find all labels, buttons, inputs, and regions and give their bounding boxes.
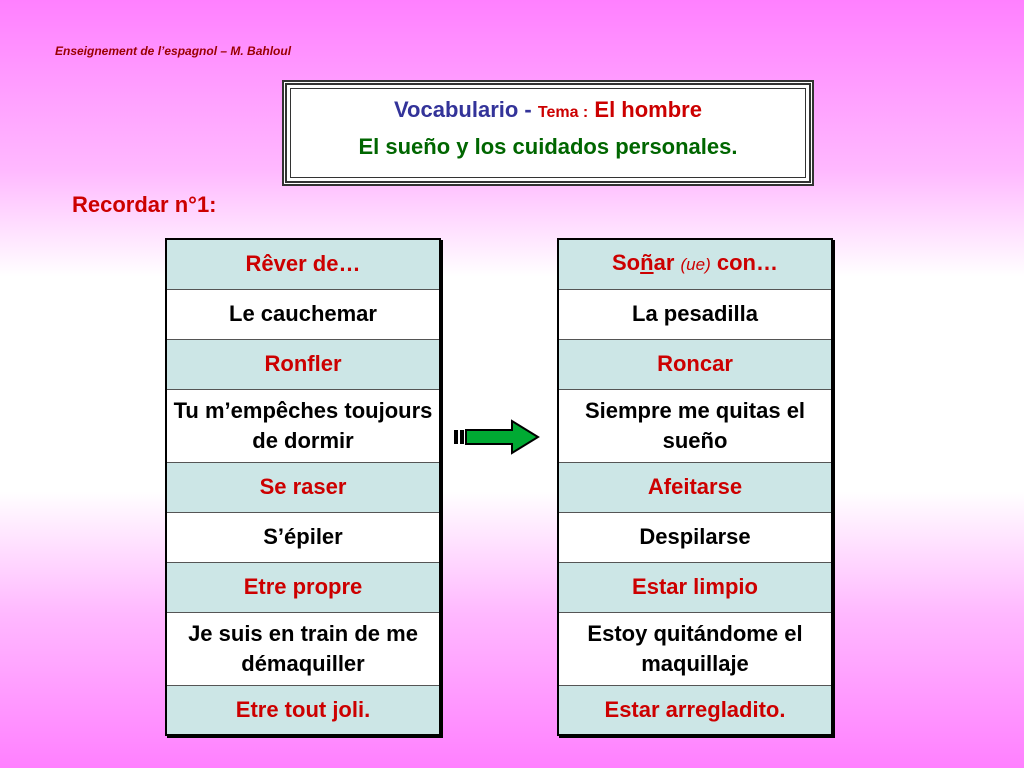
stem-letter: ñ — [640, 250, 654, 276]
verb-ending: ar — [653, 250, 675, 276]
french-cell: Je suis en train de me démaquiller — [166, 612, 440, 685]
title-subtitle: El sueño y los cuidados personales. — [358, 134, 738, 159]
spanish-cell: Estar limpio — [558, 562, 832, 612]
title-topic: El hombre — [594, 97, 702, 122]
french-cell: Ronfler — [166, 339, 440, 389]
stem-change-note: (ue) — [680, 255, 711, 275]
title-tema: Tema : — [537, 104, 589, 121]
arrow-stripe — [454, 430, 458, 444]
title-line — [287, 95, 809, 128]
spanish-cell — [558, 239, 832, 289]
french-cell: Rêver de… — [166, 239, 440, 289]
right-arrow-icon — [454, 418, 540, 458]
arrow-stripe — [460, 430, 464, 444]
page-header: Enseignement de l’espagnol – M. Bahloul — [55, 44, 292, 58]
spanish-cell: Afeitarse — [558, 462, 832, 512]
title-vocab: Vocabulario - — [394, 97, 532, 122]
french-cell: Etre propre — [166, 562, 440, 612]
spanish-cell: Roncar — [558, 339, 832, 389]
verb-stem: So — [612, 250, 641, 276]
spanish-cell: Despilarse — [558, 512, 832, 562]
french-cell: Etre tout joli. — [166, 685, 440, 735]
french-cell: Se raser — [166, 462, 440, 512]
french-cell: Tu m’empêches toujours de dormir — [166, 389, 440, 462]
recordar-heading: Recordar n°1: — [72, 192, 217, 217]
spanish-cell: La pesadilla — [558, 289, 832, 339]
spanish-cell: Estar arregladito. — [558, 685, 832, 735]
spanish-cell: Siempre me quitas el sueño — [558, 389, 832, 462]
title-box — [282, 80, 814, 186]
spanish-vocab-table — [557, 238, 833, 736]
verb-preposition: con… — [716, 250, 778, 276]
french-cell: S’épiler — [166, 512, 440, 562]
spanish-cell: Estoy quitándome el maquillaje — [558, 612, 832, 685]
arrow-body — [466, 421, 538, 453]
french-cell: Le cauchemar — [166, 289, 440, 339]
french-vocab-table — [165, 238, 441, 736]
